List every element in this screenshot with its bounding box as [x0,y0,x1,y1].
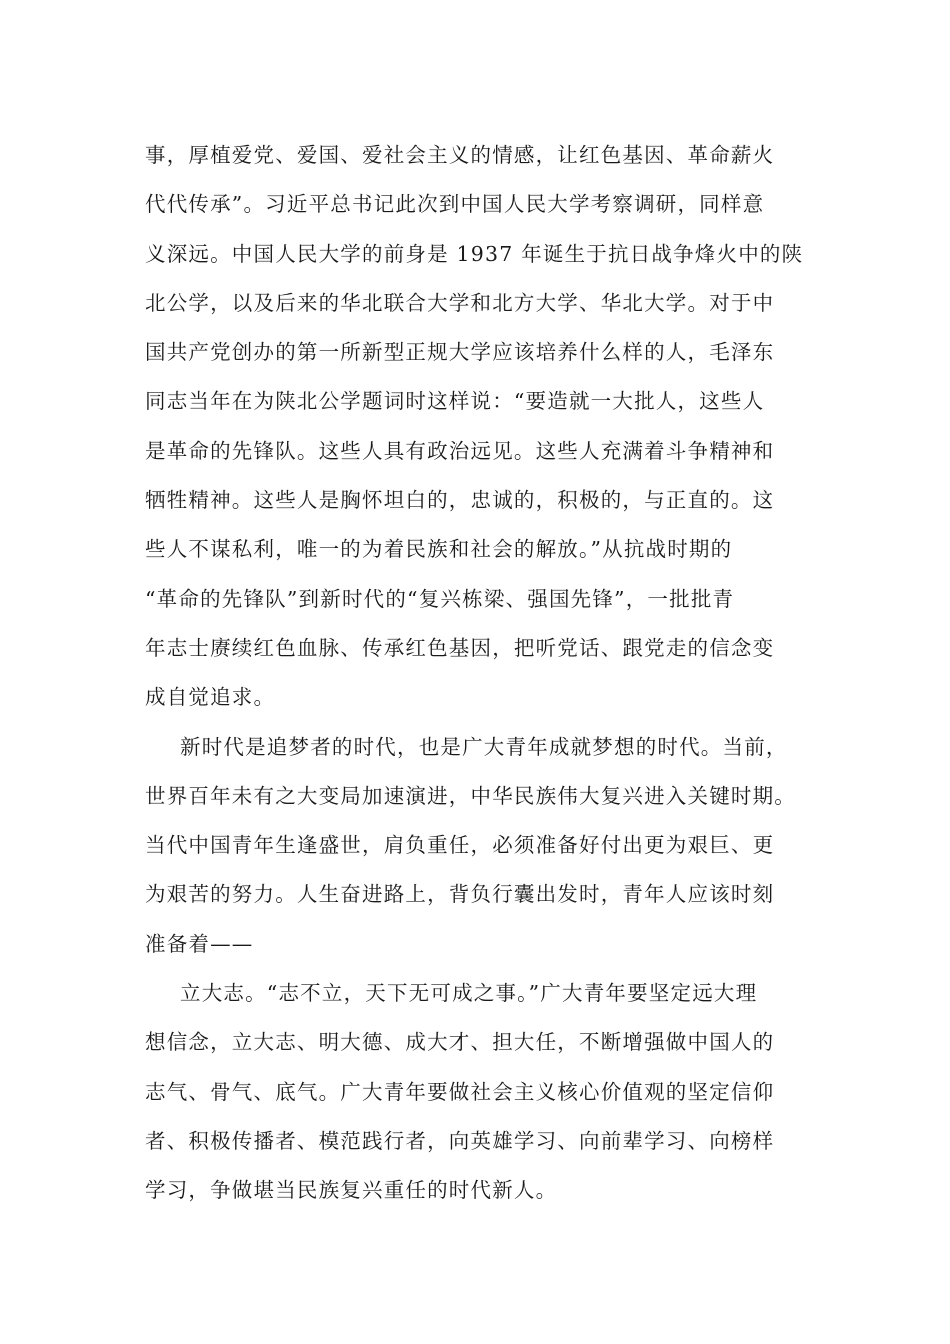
text-line: 世界百年未有之大变局加速演进，中华民族伟大复兴进入关键时期。 [145,783,796,808]
text-line: 代代传承”。习近平总书记此次到中国人民大学考察调研，同样意 [145,192,765,217]
text-line: 立大志。“志不立，天下无可成之事。”广大青年要坚定远大理 [180,981,758,1006]
text-line: 年志士赓续红色血脉、传承红色基因，把听党话、跟党走的信念变 [145,635,775,660]
text-line: 些人不谋私利，唯一的为着民族和社会的解放。”从抗战时期的 [145,537,733,562]
text-line: 北公学，以及后来的华北联合大学和北方大学、华北大学。对于中 [145,290,775,315]
text-line: 成自觉追求。 [145,685,276,710]
text-line: 学习，争做堪当民族复兴重任的时代新人。 [145,1178,558,1203]
paragraph-1 [145,131,815,723]
text-line: 国共产党创办的第一所新型正规大学应该培养什么样的人，毛泽东 [145,340,775,365]
text-line: 新时代是追梦者的时代，也是广大青年成就梦想的时代。当前， [180,734,788,759]
text-line: 义深远。中国人民大学的前身是 1937 年诞生于抗日战争烽火中的陕 [145,241,804,266]
text-line: 想信念，立大志、明大德、成大才、担大任，不断增强做中国人的 [145,1030,775,1055]
text-line: 志气、骨气、底气。广大青年要做社会主义核心价值观的坚定信仰 [145,1079,775,1104]
text-line: 为艰苦的努力。人生奋进路上，背负行囊出发时，青年人应该时刻 [145,882,775,907]
text-line: 是革命的先锋队。这些人具有政治远见。这些人充满着斗争精神和 [145,438,775,463]
text-line: 事，厚植爱党、爱国、爱社会主义的情感，让红色基因、革命薪火 [145,143,775,167]
text-line: 者、积极传播者、模范践行者，向英雄学习、向前辈学习、向榜样 [145,1128,775,1153]
body-text [145,131,815,1216]
text-line: 同志当年在为陕北公学题词时这样说：“要造就一大批人，这些人 [145,389,765,414]
paragraph-3 [145,969,815,1215]
text-line: 当代中国青年生逢盛世，肩负重任，必须准备好付出更为艰巨、更 [145,833,775,858]
text-line: “革命的先锋队”到新时代的“复兴栋梁、强国先锋”，一批批青 [145,586,735,611]
text-line: 准备着—— [145,931,254,956]
text-line: 牺牲精神。这些人是胸怀坦白的，忠诚的，积极的，与正直的。这 [145,488,775,513]
paragraph-2 [145,723,815,969]
